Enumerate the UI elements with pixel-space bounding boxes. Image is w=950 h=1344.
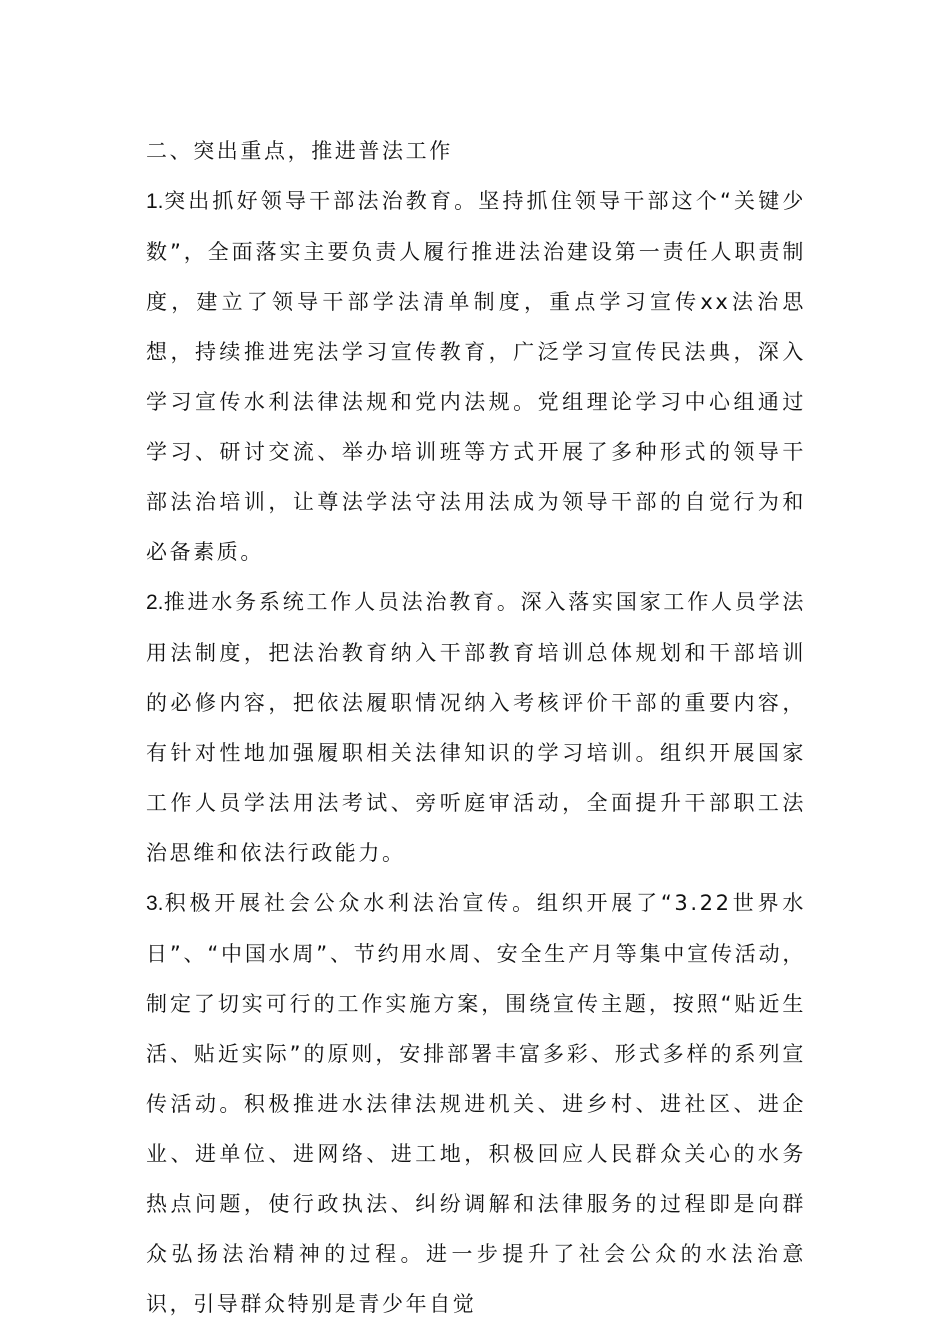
paragraph-2 bbox=[146, 577, 806, 878]
paragraph-3-text: 积极开展社会公众水利法治宣传。组织开展了“3.22世界水日”、“中国水周”、节约用水周、安全生产月等集中宣传活动，制定了切实可行的工作实施方案，围绕宣传主题，按照“贴近生活、贴近实际”的原则，安排部署丰富多彩、形式多样的系列宣传活动。积极推进水法律法规进机关、进乡村、进社区、进企业、进单位、进网络、进工地，积极回应人民群众关心的水务热点问题，使行政执法、纠纷调解和法律服务的过程即是向群众弘扬法治精神的过程。进一步提升了社会公众的水法治意识，引导群众特别是青少年自觉 bbox=[146, 891, 806, 1316]
section-title: 二、突出重点，推进普法工作 bbox=[146, 139, 453, 163]
paragraph-2-number: 2. bbox=[146, 591, 164, 614]
paragraph-1-text: 突出抓好领导干部法治教育。坚持抓住领导干部这个“关键少数”，全面落实主要负责人履行推进法治建设第一责任人职责制度，建立了领导干部学法清单制度，重点学习宣传xx法治思想，持续推进宪法学习宣传教育，广泛学习宣传民法典，深入学习宣传水利法律法规和党内法规。党组理论学习中心组通过学习、研讨交流、举办培训班等方式开展了多种形式的领导干部法治培训，让尊法学法守法用法成为领导干部的自觉行为和必备素质。 bbox=[146, 189, 806, 564]
document-body bbox=[146, 126, 806, 1329]
paragraph-3-number: 3. bbox=[146, 892, 164, 915]
paragraph-2-text: 推进水务系统工作人员法治教育。深入落实国家工作人员学法用法制度，把法治教育纳入干部教育培训总体规划和干部培训的必修内容，把依法履职情况纳入考核评价干部的重要内容，有针对性地加强履职相关法律知识的学习培训。组织开展国家工作人员学法用法考试、旁听庭审活动，全面提升干部职工法治思维和依法行政能力。 bbox=[146, 590, 806, 865]
paragraph-3 bbox=[146, 878, 806, 1329]
paragraph-1-number: 1. bbox=[146, 190, 164, 213]
paragraph-1 bbox=[146, 176, 806, 577]
